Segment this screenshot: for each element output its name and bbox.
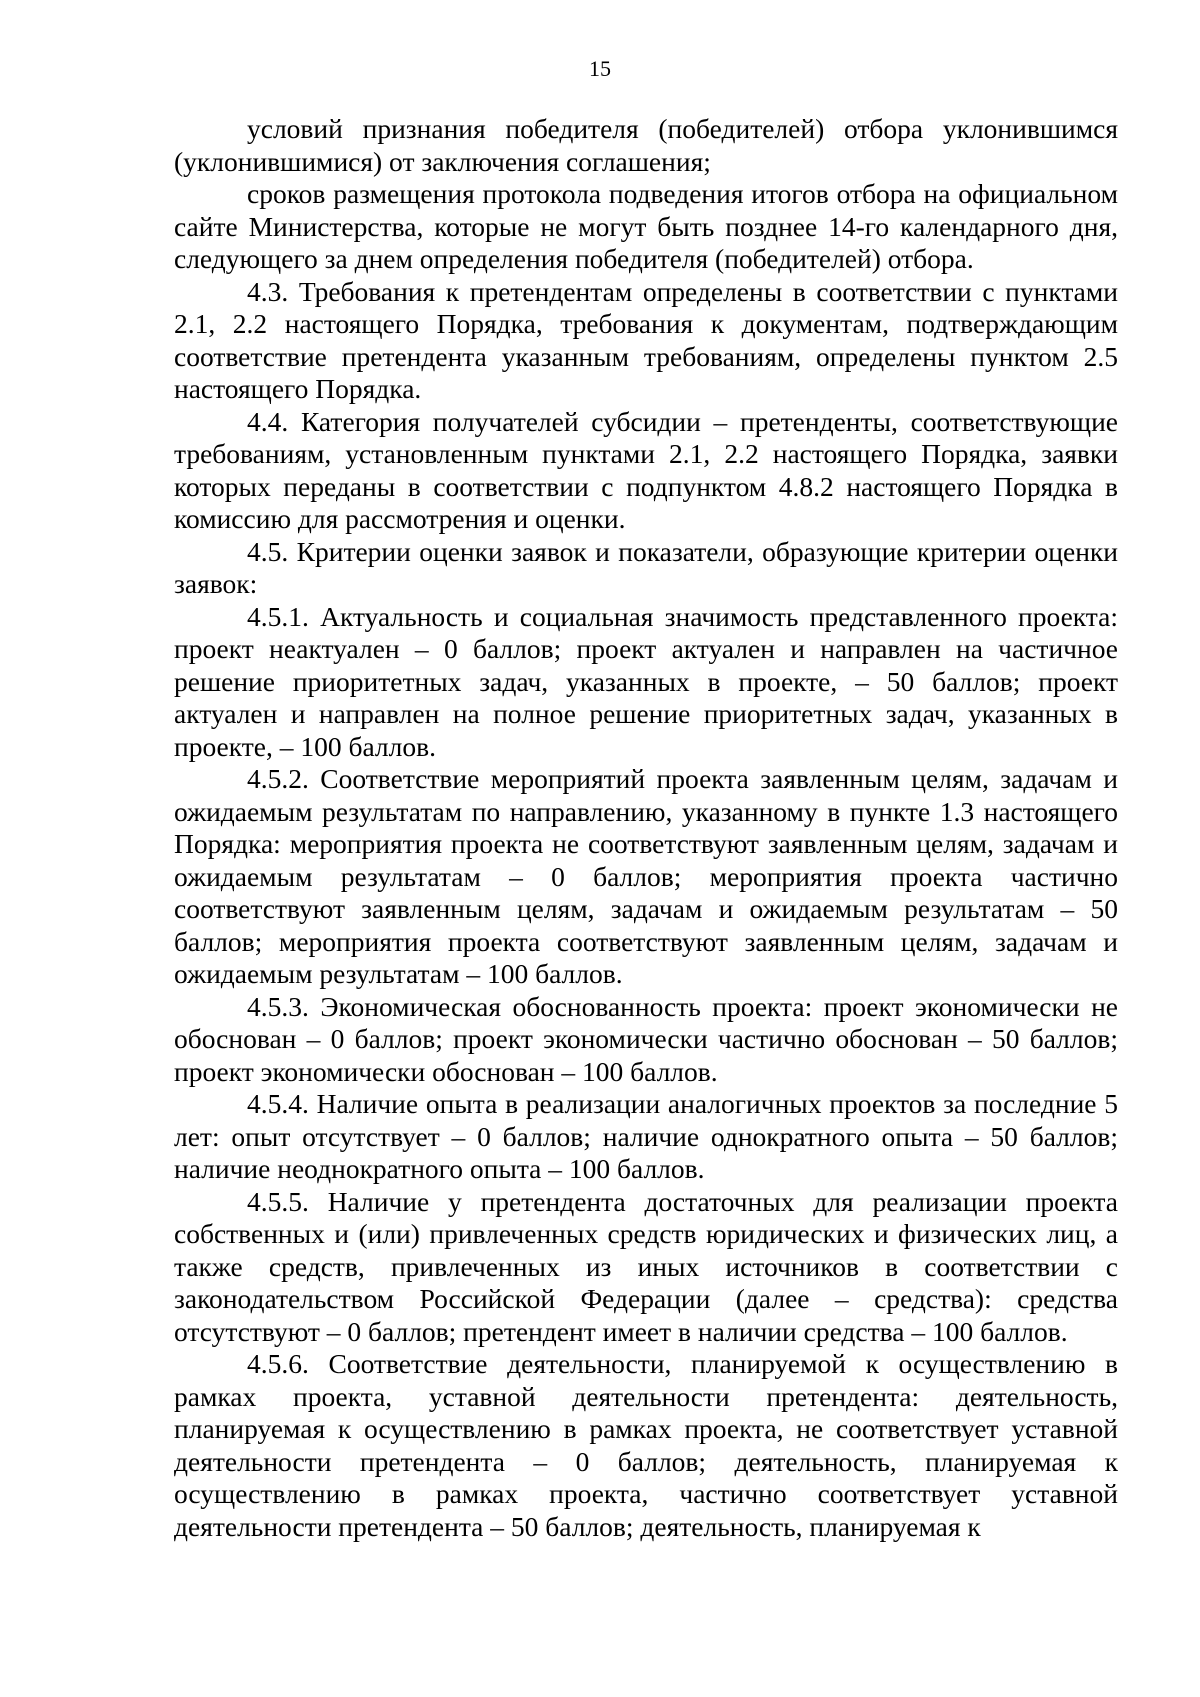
document-body xyxy=(174,113,1118,1543)
paragraph-4-5-1-relevance: 4.5.1. Актуальность и социальная значимость представленного проекта: проект неактуален – 0 баллов; проект актуален и направлен на частичное решение приоритетных задач, указанных в проекте, – 50 баллов; проект актуален и направлен на полное решение приоритетных задач, указанных в проекте, – 100 баллов. xyxy=(174,600,1118,762)
paragraph-4-5-6-statutory-activity: 4.5.6. Соответствие деятельности, планируемой к осуществлению в рамках проекта, уставной деятельности претендента: деятельность, планируемая к осуществлению в рамках проекта, не соответствует уставной деятельности претендента – 0 баллов; деятельность, планируемая к осуществлению в рамках проекта, частично соответствует уставной деятельности претендента – 50 баллов; деятельность, планируемая к xyxy=(174,1348,1118,1542)
paragraph-4-3-applicant-requirements: 4.3. Требования к претендентам определены в соответствии с пунктами 2.1, 2.2 настоящего Порядка, требования к документам, подтверждающим соответствие претендента указанным требованиям, определены пунктом 2.5 настоящего Порядка. xyxy=(174,275,1118,404)
paragraph-4-5-3-economic-justification: 4.5.3. Экономическая обоснованность проекта: проект экономически не обоснован – 0 баллов; проект экономически частично обоснован – 50 баллов; проект экономически обоснован – 100 баллов. xyxy=(174,990,1118,1087)
page-number: 15 xyxy=(589,56,611,81)
paragraph-4-5-5-funds: 4.5.5. Наличие у претендента достаточных для реализации проекта собственных и (или) привлеченных средств юридических и физических лиц, а также средств, привлеченных из иных источников в соответствии с законодательством Российской Федерации (далее – средства): средства отсутствуют – 0 баллов; претендент имеет в наличии средства – 100 баллов. xyxy=(174,1185,1118,1347)
paragraph-4-5-evaluation-criteria: 4.5. Критерии оценки заявок и показатели, образующие критерии оценки заявок: xyxy=(174,535,1118,599)
paragraph-protocol-publication-deadline: сроков размещения протокола подведения итогов отбора на официальном сайте Министерства, которые не могут быть позднее 14-го календарного дня, следующего за днем определения победителя (победителей) отбора. xyxy=(174,178,1118,274)
paragraph-4-5-2-goal-alignment: 4.5.2. Соответствие мероприятий проекта заявленным целям, задачам и ожидаемым результатам по направлению, указанному в пункте 1.3 настоящего Порядка: мероприятия проекта не соответствуют заявленным целям, задачам и ожидаемым результатам – 0 баллов; мероприятия проекта частично соответствуют заявленным целям, задачам и ожидаемым результатам – 50 баллов; мероприятия проекта соответствуют заявленным целям, задачам и ожидаемым результатам – 100 баллов. xyxy=(174,763,1118,989)
paragraph-4-5-4-experience: 4.5.4. Наличие опыта в реализации аналогичных проектов за последние 5 лет: опыт отсутствует – 0 баллов; наличие однократного опыта – 50 баллов; наличие неоднократного опыта – 100 баллов. xyxy=(174,1088,1118,1184)
paragraph-winner-evasion-conditions: условий признания победителя (победителей) отбора уклонившимся (уклонившимися) от заключения соглашения; xyxy=(174,113,1118,177)
paragraph-4-4-recipient-category: 4.4. Категория получателей субсидии – претенденты, соответствующие требованиям, установленным пунктами 2.1, 2.2 настоящего Порядка, заявки которых переданы в соответствии с подпунктом 4.8.2 настоящего Порядка в комиссию для рассмотрения и оценки. xyxy=(174,405,1118,534)
